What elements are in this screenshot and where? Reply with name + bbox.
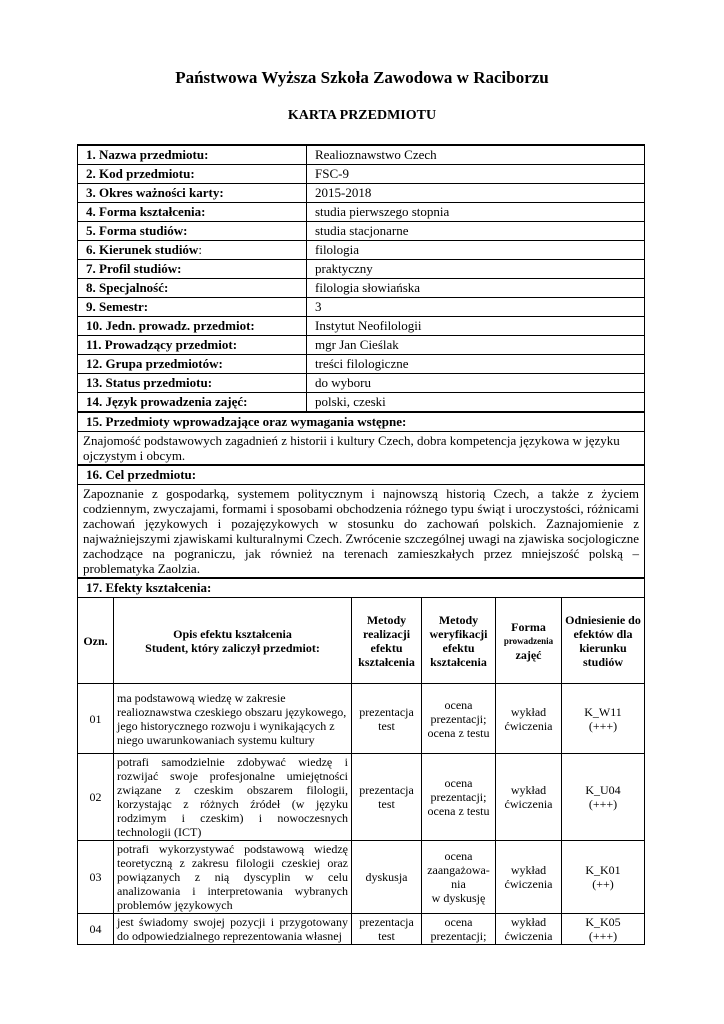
section-17-title: 17. Efekty kształcenia:: [78, 578, 645, 598]
info-value: treści filologiczne: [307, 355, 645, 374]
outcome-ozn: 02: [78, 754, 114, 841]
outcome-realizacja: dyskusja: [352, 841, 422, 914]
outcome-forma: wykład ćwiczenia: [496, 684, 562, 754]
outcome-row: [78, 754, 645, 841]
info-value: Instytut Neofilologii: [307, 317, 645, 336]
info-value: 3: [307, 298, 645, 317]
info-row: [78, 145, 645, 165]
outcome-row: [78, 841, 645, 914]
info-value: Realioznawstwo Czech: [307, 145, 645, 165]
info-value: filologia: [307, 241, 645, 260]
info-key: 2. Kod przedmiotu:: [78, 165, 307, 184]
info-key: 14. Język prowadzenia zajęć:: [78, 393, 307, 413]
outcome-ozn: 01: [78, 684, 114, 754]
info-key: 10. Jedn. prowadz. przedmiot:: [78, 317, 307, 336]
outcome-forma: wykład ćwiczenia: [496, 914, 562, 945]
info-row: [78, 355, 645, 374]
section-16-text: Zapoznanie z gospodarką, systemem politycznym i najnowszą historią Czech, a także z życiem codziennym, zwyczajami, formami i sposobami obchodzenia różnego typu świąt i uroczystości, różnicami zachowań językowych i pozajęzykowych w stosunku do zachowań polskich. Zaznajomienie z najważniejszymi zjawiskami kulturalnymi Czech. Zwrócenie szczególnej uwagi na zjawiska socjologiczne zachodzące na pograniczu, jak również na terenach zamieszkałych przez mniejszość polską – problematyka Zaolzia.: [78, 485, 645, 579]
info-key: 13. Status przedmiotu:: [78, 374, 307, 393]
header-metody-weryfikacji: Metody weryfikacji efektu kształcenia: [422, 598, 496, 684]
info-key: 9. Semestr:: [78, 298, 307, 317]
header-ozn: Ozn.: [78, 598, 114, 684]
info-row: [78, 260, 645, 279]
outcome-desc: potrafi samodzielnie zdobywać wiedzę i rozwijać swoje profesjonalne umiejętności związane z czeskim obszarem filologii, korzystając z różnych źródeł (w języku rodzimym i czeskim) i nowoczesnych technologii (ICT): [114, 754, 352, 841]
info-row: [78, 222, 645, 241]
info-value: 2015-2018: [307, 184, 645, 203]
info-row: [78, 317, 645, 336]
header-metody-realizacji: Metody realizacji efektu kształcenia: [352, 598, 422, 684]
outcome-odniesienie: K_U04 (+++): [562, 754, 645, 841]
info-value: mgr Jan Cieślak: [307, 336, 645, 355]
info-row: [78, 393, 645, 413]
info-value: polski, czeski: [307, 393, 645, 413]
info-row: [78, 165, 645, 184]
section-15-title: 15. Przedmioty wprowadzające oraz wymagania wstępne:: [78, 412, 645, 432]
info-key: 1. Nazwa przedmiotu:: [78, 145, 307, 165]
section-15-text: Znajomość podstawowych zagadnień z historii i kultury Czech, dobra kompetencja językowa w języku ojczystym i obcym.: [78, 432, 645, 466]
outcome-row: [78, 684, 645, 754]
info-key: 12. Grupa przedmiotów:: [78, 355, 307, 374]
info-key: 4. Forma kształcenia:: [78, 203, 307, 222]
outcome-desc: potrafi wykorzystywać podstawową wiedzę teoretyczną z zakresu filologii czeskiej oraz powiązanych z nią dyscyplin w celu analizowania i interpretowania wybranych problemów językowych: [114, 841, 352, 914]
outcome-odniesienie: K_W11 (+++): [562, 684, 645, 754]
outcome-odniesienie: K_K01 (++): [562, 841, 645, 914]
learning-outcomes-table: [77, 597, 645, 945]
header-odniesienie: Odniesienie do efektów dla kierunku studiów: [562, 598, 645, 684]
header-forma: Forma prowadzenia zajęć: [496, 598, 562, 684]
info-value: praktyczny: [307, 260, 645, 279]
info-value: studia pierwszego stopnia: [307, 203, 645, 222]
outcome-forma: wykład ćwiczenia: [496, 754, 562, 841]
info-value: studia stacjonarne: [307, 222, 645, 241]
info-row: [78, 184, 645, 203]
info-key: 11. Prowadzący przedmiot:: [78, 336, 307, 355]
outcome-weryfikacja: ocena zaangażowa- nia w dyskusję: [422, 841, 496, 914]
outcome-odniesienie: K_K05 (+++): [562, 914, 645, 945]
info-key: 5. Forma studiów:: [78, 222, 307, 241]
outcome-forma: wykład ćwiczenia: [496, 841, 562, 914]
section-16-title: 16. Cel przedmiotu:: [78, 465, 645, 485]
outcome-realizacja: prezentacja test: [352, 684, 422, 754]
outcome-realizacja: prezentacja test: [352, 914, 422, 945]
card-title: KARTA PRZEDMIOTU: [287, 108, 437, 123]
info-row: [78, 298, 645, 317]
header-opis: Opis efektu kształcenia Student, który zaliczył przedmiot:: [114, 598, 352, 684]
info-row: [78, 241, 645, 260]
info-row: [78, 336, 645, 355]
outcome-weryfikacja: ocena prezentacji;: [422, 914, 496, 945]
info-row: [78, 374, 645, 393]
outcome-weryfikacja: ocena prezentacji; ocena z testu: [422, 684, 496, 754]
outcome-realizacja: prezentacja test: [352, 754, 422, 841]
outcome-weryfikacja: ocena prezentacji; ocena z testu: [422, 754, 496, 841]
info-row: [78, 203, 645, 222]
outcome-ozn: 03: [78, 841, 114, 914]
outcome-row: [78, 914, 645, 945]
course-info-table: [77, 144, 645, 598]
info-key: 7. Profil studiów:: [78, 260, 307, 279]
info-value: do wyboru: [307, 374, 645, 393]
info-row: [78, 279, 645, 298]
info-key: 8. Specjalność:: [78, 279, 307, 298]
university-name: Państwowa Wyższa Szkoła Zawodowa w Raciborzu: [175, 68, 549, 87]
info-key: 6. Kierunek studiów:: [78, 241, 307, 260]
outcome-ozn: 04: [78, 914, 114, 945]
info-key: 3. Okres ważności karty:: [78, 184, 307, 203]
info-value: filologia słowiańska: [307, 279, 645, 298]
outcome-desc: ma podstawową wiedzę w zakresie realioznawstwa czeskiego obszaru językowego, jego historycznego rozwoju i wynikających z niego uwarunkowaniach systemu kultury: [114, 684, 352, 754]
info-value: FSC-9: [307, 165, 645, 184]
outcome-desc: jest świadomy swojej pozycji i przygotowany do odpowiedzialnego reprezentowania własnej: [114, 914, 352, 945]
